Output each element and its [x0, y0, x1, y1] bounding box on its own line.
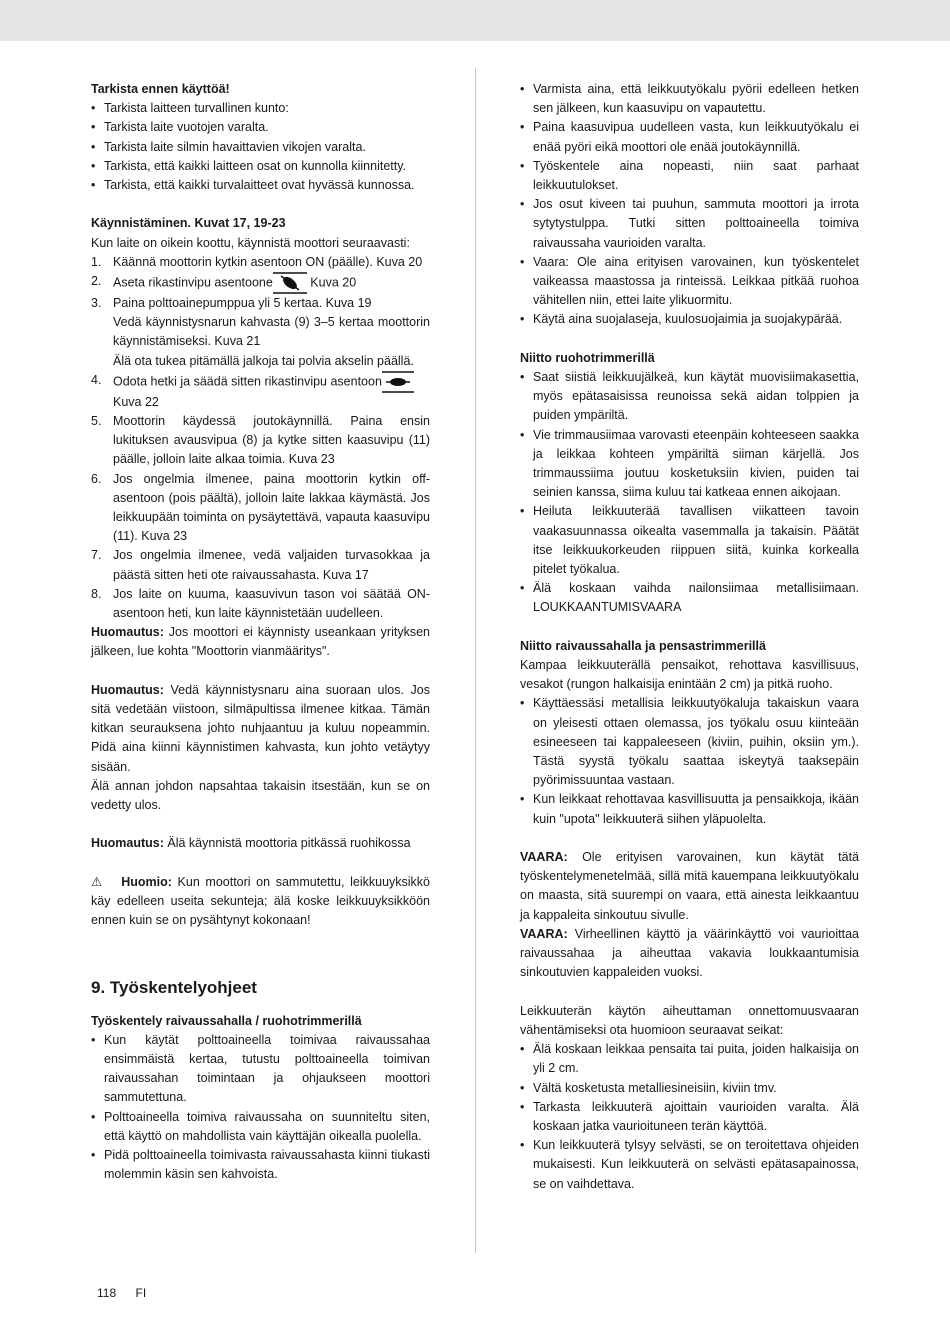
list-item: • Vaara: Ole aina erityisen varovainen, kun työskentelet vaikeassa maastossa ja rinteissä. Leikkaa pitkää ruohoa vähitellen niin, ettei laite ylikuormitu.	[520, 254, 859, 308]
list-item: • Vältä kosketusta metalliesineisiin, kiviin tmv.	[520, 1080, 777, 1095]
note-1: Huomautus: Jos moottori ei käynnisty useankaan yrityksen jälkeen, lue kohta "Moottorin vianmääritys".	[91, 625, 430, 659]
danger-1: VAARA: Ole erityisen varovainen, kun käytät tätä työskentelymenetelmää, sillä mitä kauempana leikkuutyökalu on maasta, sitä suurempi on vaara, että ainesta leikkaantuu ja kappaleita sinkoutuu sivulle.	[520, 850, 859, 922]
brush-list	[520, 694, 859, 828]
warning-icon: ⚠	[91, 874, 105, 889]
list-item: • Kun leikkuuterä tylsyy selvästi, se on teroitettava ohjeiden mukaisesti. Kun leikkuuterä on selvästi epätasapainossa, se on vaihdettava.	[520, 1138, 859, 1191]
list-item: • Saat siistiä leikkuujälkeä, kun käytät muovisiimakasettia, myös epätasaisissa reunoissa sekä aidan tolppien ja puiden ympäriltä.	[520, 370, 859, 423]
top-bar	[0, 0, 950, 41]
list-item: • Työskentele aina nopeasti, niin saat parhaat leikkuutulokset.	[520, 158, 859, 193]
reduce-intro: Leikkuuterän käytön aiheuttaman onnettomuusvaaran vähentämiseksi ota huomioon seuraavat seikat:	[520, 1003, 859, 1037]
brush-intro: Kampaa leikkuuterällä pensaikot, rehottava kasvillisuus, vesakot (rungon halkaisija enintään 2 cm) ja pitkä ruoho.	[520, 658, 859, 692]
list-item: • Heiluta leikkuuterää tavallisen viikatteen tavoin vaakasuunnassa oikealta vasemmalla ja takaisin. Päätät itse leikkuukorkeuden riippuen siitä, kuinka korkealla pitelet työkalua.	[520, 504, 859, 577]
mow-title: Niitto ruohotrimmerillä	[520, 350, 655, 365]
list-item: 3. Paina polttoainepumppua yli 5 kertaa. Kuva 19 Vedä käynnistysnarun kahvasta (9) 3–5 kertaa moottorin käynnistämiseksi. Kuva 21 Älä ota tukea pitämällä jalkoja tai polvia akselin päällä.	[91, 296, 430, 368]
start-steps	[91, 253, 430, 623]
list-item: • Vie trimmausiimaa varovasti eteenpäin kohteeseen saakka ja leikkaa kohteen ympäriltä siiman kärjellä. Jos trimmaussiima joutuu kosketuksiin kivien, puiden tai seinien kanssa, siima kuluu tai katkeaa ennen aikojaan.	[520, 427, 859, 500]
work-list	[91, 1031, 430, 1185]
list-item: • Tarkista, että kaikki laitteen osat on kunnolla kiinnitetty.	[91, 158, 407, 173]
note-2-extra: Älä annan johdon napsahtaa takaisin itsestään, kun se on vedetty ulos.	[91, 778, 430, 813]
note-3: Huomautus: Älä käynnistä moottoria pitkässä ruohikossa	[91, 836, 411, 851]
right-list-1	[520, 80, 859, 330]
list-item: 8. Jos laite on kuuma, kaasuvivun tason voi säätää ON-asentoon heti, kun laite käynnistetään uudelleen.	[91, 586, 430, 621]
list-item: • Kun käytät polttoaineella toimivaa raivaussahaa ensimmäistä kertaa, tutustu polttoaineella toimivan raivaussahan toimintaan ja ohjaukseen moottori sammutettuna.	[91, 1032, 430, 1105]
reduce-list	[520, 1040, 859, 1194]
page-number: 118	[97, 1286, 117, 1300]
list-item: • Älä koskaan vaihda nailonsiimaa metallisiimaan. LOUKKAANTUMISVAARA	[520, 581, 859, 615]
choke-closed-icon	[273, 272, 307, 294]
list-item: • Käyttäessäsi metallisia leikkuutyökaluja takaiskun vaara on yleisesti ottaen olemassa, jos työkalu osuu kiinteään esineeseen tai kappaleeseen (kiviin, puihin, oksiin ym.). Tästä syystä työkalu saattaa iskeytyä taaksepäin pyörimissuuntaa vastaan.	[520, 696, 859, 788]
list-item: • Älä koskaan leikkaa pensaita tai puita, joiden halkaisija on yli 2 cm.	[520, 1042, 859, 1076]
list-item: 2. Aseta rikastinvipu asentoone Kuva 20	[91, 272, 430, 294]
language-code: FI	[135, 1286, 147, 1300]
check-title: Tarkista ennen käyttöä!	[91, 82, 230, 96]
list-item: • Pidä polttoaineella toimivasta raivaussahasta kiinni tiukasti molemmin käsin sen kahvoista.	[91, 1148, 430, 1182]
list-item: • Käytä aina suojalaseja, kuulosuojaimia ja suojakypärää.	[520, 312, 843, 327]
work-title: Työskentely raivaussahalla / ruohotrimmerillä	[91, 1013, 362, 1028]
page-footer	[97, 1284, 162, 1303]
brush-title: Niitto raivaussahalla ja pensastrimmerillä	[520, 638, 766, 653]
list-item: • Kun leikkaat rehottavaa kasvillisuutta ja pensaikkoja, ikään kuin "upota" leikkuuterä siihen yläpuolelta.	[520, 792, 859, 826]
list-item: 1. Käännä moottorin kytkin asentoon ON (päälle). Kuva 20	[91, 254, 423, 269]
start-title: Käynnistäminen. Kuvat 17, 19-23	[91, 216, 286, 231]
list-item: • Varmista aina, että leikkuutyökalu pyörii edelleen hetken sen jälkeen, kun kaasuvipu on vapautettu.	[520, 82, 859, 116]
list-item: • Tarkista laitteen turvallinen kunto:	[91, 101, 289, 116]
start-intro: Kun laite on oikein koottu, käynnistä moottori seuraavasti:	[91, 235, 410, 250]
list-item: 7. Jos ongelmia ilmenee, vedä valjaiden turvasokkaa ja päästä sitten heti ote raivaussahasta. Kuva 17	[91, 548, 430, 582]
check-list	[91, 99, 430, 195]
warning-note: ⚠ Huomio: Kun moottori on sammutettu, leikkuuyksikkö käy edelleen useita sekunteja; älä koske leikkuuyksikköön ennen kuin se on pysähtynyt kokonaan!	[91, 874, 430, 928]
column-divider	[475, 68, 476, 1253]
list-item: • Tarkista, että kaikki turvalaitteet ovat hyvässä kunnossa.	[91, 178, 415, 193]
list-item: • Tarkasta leikkuuterä ajoittain vaurioiden varalta. Älä koskaan jatka vaurioituneen terän käyttöä.	[520, 1099, 859, 1133]
section-title: 9. Työskentelyohjeet	[91, 977, 257, 997]
list-item: • Paina kaasuvipua uudelleen vasta, kun leikkuutyökalu ei enää pyöri eikä moottori ole enää joutokäynnillä.	[520, 120, 859, 154]
list-item: • Polttoaineella toimiva raivaussaha on suunniteltu siten, että käyttö on mahdollista vain käyttäjän oikealla puolella.	[91, 1109, 430, 1143]
right-column	[520, 80, 859, 1194]
danger-2: VAARA: Virheellinen käyttö ja väärinkäyttö voi vaurioittaa raivaussahaa ja aiheuttaa vakavia loukkaantumisia sinkoutuvien kappaleiden vuoksi.	[520, 926, 859, 980]
choke-open-icon	[382, 371, 414, 393]
left-column	[91, 80, 430, 1184]
list-item: • Tarkista laite vuotojen varalta.	[91, 120, 269, 135]
list-item: • Tarkista laite silmin havaittavien vikojen varalta.	[91, 139, 366, 154]
list-item: • Jos osut kiveen tai puuhun, sammuta moottori ja irrota sytytystulppa. Tutki sitten polttoaineella toimiva raivaussaha vaurioiden varalta.	[520, 197, 859, 250]
list-item: 4. Odota hetki ja säädä sitten rikastinvipu asentoon Kuva 22	[91, 371, 430, 412]
list-item: 6. Jos ongelmia ilmenee, paina moottorin kytkin off-asentoon (pois päältä), jolloin laite lakkaa käymästä. Jos leikkuupään toiminta on pysäytettävä, vapauta kaasuvipu (11). Kuva 23	[91, 471, 430, 544]
mow-list	[520, 368, 859, 618]
list-item: 5. Moottorin käydessä joutokäynnillä. Paina ensin lukituksen avausvipua (8) ja kytke sitten kaasuvipu (11) päälle, jolloin laite alkaa toimia. Kuva 23	[91, 414, 430, 467]
note-2: Huomautus: Vedä käynnistysnaru aina suoraan ulos. Jos sitä vedetään viistoon, silmäpultissa ilmenee kitkaa. Tämän kitkan seurauksena johto nuhjaantuu ja kuluu nopeammin. Pidä aina kiinni käynnistimen kahvasta, kun johto vetäytyy sisään.	[91, 682, 430, 774]
